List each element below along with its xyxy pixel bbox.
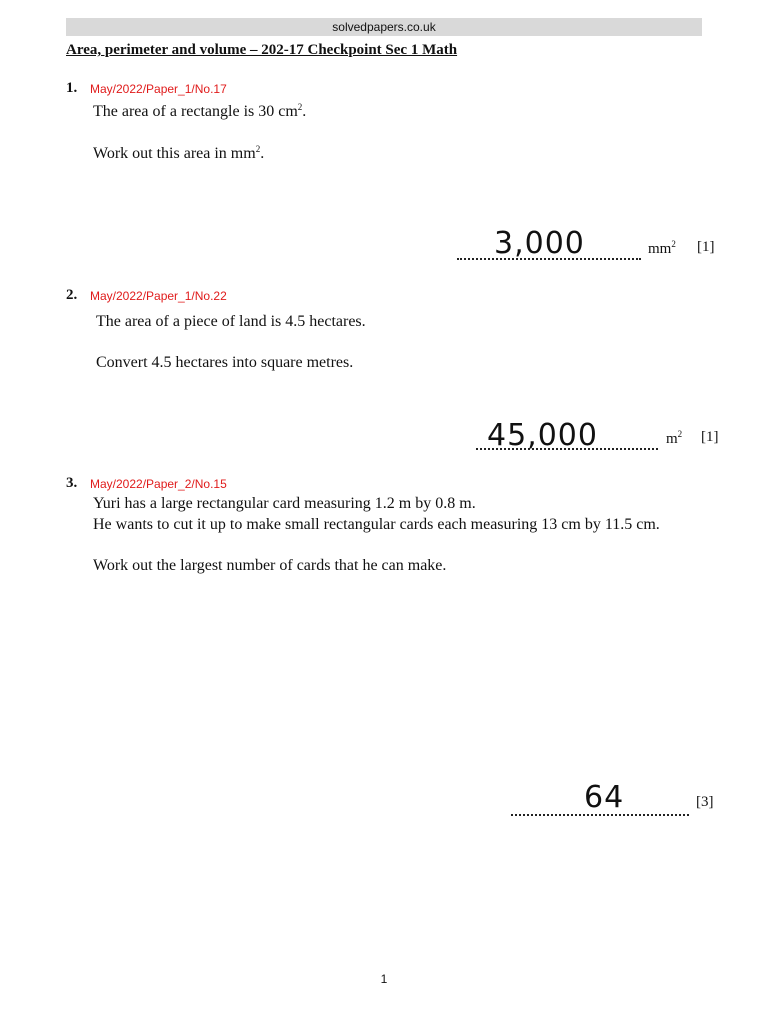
question-1-unit: $mm^2$ xyxy=(648,239,676,257)
question-2-text-line-1: The area of a piece of land is 4.5 hectares. xyxy=(96,313,366,330)
question-2-text-line-2: Convert 4.5 hectares into square metres. xyxy=(96,354,354,371)
question-1-text-line-1: The area of a rectangle is 30 $cm^2$. xyxy=(93,102,307,120)
question-3-number: 3. xyxy=(66,475,78,491)
question-2-unit: $m^2$ xyxy=(666,429,683,447)
question-3-text-line-3: Work out the largest number of cards that he can make. xyxy=(93,557,447,574)
question-2-number: 2. xyxy=(66,287,78,303)
question-1-answer: 3,000 xyxy=(494,226,585,261)
question-2-marks: [1] xyxy=(701,429,719,445)
question-1-source: May/2022/Paper_1/No.17 xyxy=(90,82,227,96)
question-3-marks: [3] xyxy=(696,794,714,810)
question-3-text-line-2: He wants to cut it up to make small rectangular cards each measuring 13 cm by 11.5 cm. xyxy=(93,516,660,533)
question-1-marks: [1] xyxy=(697,239,715,255)
question-2-answer: 45,000 xyxy=(487,418,598,453)
document-title: Area, perimeter and volume – 202-17 Checkpoint Sec 1 Math xyxy=(66,42,458,58)
question-1-number: 1. xyxy=(66,80,78,96)
question-3-text-line-1: Yuri has a large rectangular card measuring 1.2 m by 0.8 m. xyxy=(93,495,476,512)
question-3-source: May/2022/Paper_2/No.15 xyxy=(90,477,227,491)
question-1-text-line-2: Work out this area in $mm^2$. xyxy=(93,144,265,162)
page-number: 1 xyxy=(380,972,388,986)
question-3-answer: 64 xyxy=(584,780,625,815)
site-name: solvedpapers.co.uk xyxy=(332,20,436,34)
question-2-source: May/2022/Paper_1/No.22 xyxy=(90,289,227,303)
site-banner xyxy=(66,18,702,36)
